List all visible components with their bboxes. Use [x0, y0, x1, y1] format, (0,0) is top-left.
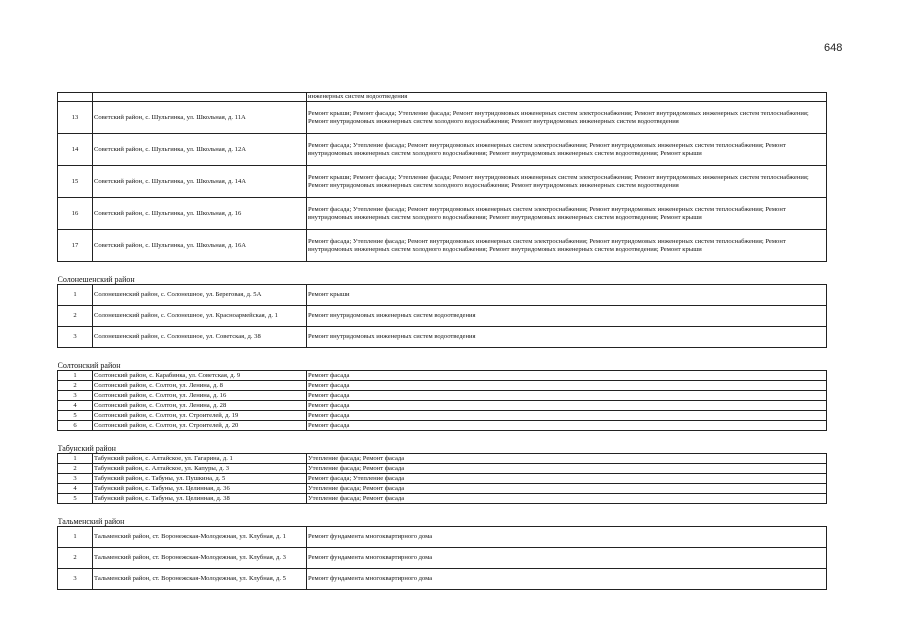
row-works: Ремонт фасада	[307, 391, 827, 401]
row-works: Ремонт фасада; Утепление фасада; Ремонт внутридомовых инженерных систем электроснабжения; Ремонт внутридомовых инженерных систем теплоснабжения; Ремонт внутридомовых инженерных систем холодного водоснабжения; Ремонт внутридомовых инженерных систем водоотведения; Ремонт крыши	[307, 134, 827, 166]
row-address: Солтонский район, с. Солтон, ул. Ленина, д. 28	[93, 401, 307, 411]
table-row	[58, 494, 827, 504]
row-works: Ремонт крыши; Ремонт фасада; Утепление фасада; Ремонт внутридомовых инженерных систем электроснабжения; Ремонт внутридомовых инженерных систем теплоснабжения; Ремонт внутридомовых инженерных систем холодного водоснабжения; Ремонт внутридомовых инженерных систем водоотведения	[307, 102, 827, 134]
page-number: 648	[824, 42, 843, 54]
document-body	[57, 92, 827, 590]
row-address: Советский район, с. Шульгинка, ул. Школьная, д. 14А	[93, 166, 307, 198]
row-address: Тальменский район, ст. Воронежская-Молодежная, ул. Клубная, д. 1	[93, 527, 307, 548]
table-row	[58, 134, 827, 166]
row-number: 3	[58, 569, 93, 590]
row-address: Солтонский район, с. Карабинка, ул. Советская, д. 9	[93, 371, 307, 381]
row-number: 1	[58, 454, 93, 464]
row-works: инженерных систем водоотведения	[307, 93, 827, 102]
row-address: Табунский район, с. Алтайское, ул. Гагарина, д. 1	[93, 454, 307, 464]
table-row	[58, 527, 827, 548]
row-works: Ремонт фасада; Утепление фасада; Ремонт внутридомовых инженерных систем электроснабжения; Ремонт внутридомовых инженерных систем теплоснабжения; Ремонт внутридомовых инженерных систем холодного водоснабжения; Ремонт внутридомовых инженерных систем водоотведения; Ремонт крыши	[307, 230, 827, 262]
row-works: Ремонт фундамента многоквартирного дома	[307, 527, 827, 548]
row-number: 2	[58, 548, 93, 569]
row-number: 3	[58, 391, 93, 401]
row-number: 3	[58, 474, 93, 484]
table-row	[58, 102, 827, 134]
row-address: Солтонский район, с. Солтон, ул. Ленина, д. 16	[93, 391, 307, 401]
row-number: 1	[58, 527, 93, 548]
table-row	[58, 371, 827, 381]
row-number: 17	[58, 230, 93, 262]
table-row	[58, 327, 827, 348]
row-works: Утепление фасада; Ремонт фасада	[307, 484, 827, 494]
row-number: 1	[58, 285, 93, 306]
table-row	[58, 484, 827, 494]
row-number: 4	[58, 401, 93, 411]
row-address: Советский район, с. Шульгинка, ул. Школьная, д. 16	[93, 198, 307, 230]
row-number	[58, 93, 93, 102]
row-works: Ремонт фасада; Утепление фасада	[307, 474, 827, 484]
table-row	[58, 230, 827, 262]
row-address: Табунский район, с. Алтайское, ул. Капуры, д. 3	[93, 464, 307, 474]
row-works: Ремонт фундамента многоквартирного дома	[307, 548, 827, 569]
district-heading	[58, 360, 827, 371]
row-address: Солонешенский район, с. Солонешное, ул. Красноармейская, д. 1	[93, 306, 307, 327]
row-address: Советский район, с. Шульгинка, ул. Школьная, д. 16А	[93, 230, 307, 262]
table-row	[58, 569, 827, 590]
row-number: 15	[58, 166, 93, 198]
district-title: Солтонский район	[57, 361, 121, 371]
row-address: Солтонский район, с. Солтон, ул. Строителей, д. 19	[93, 411, 307, 421]
row-address: Солтонский район, с. Солтон, ул. Строителей, д. 20	[93, 421, 307, 431]
row-works: Ремонт внутридомовых инженерных систем водоотведения	[307, 327, 827, 348]
row-address: Солонешенский район, с. Солонешное, ул. Советская, д. 38	[93, 327, 307, 348]
row-works: Ремонт фасада	[307, 381, 827, 391]
row-number: 1	[58, 371, 93, 381]
table-row	[58, 474, 827, 484]
row-works: Ремонт крыши	[307, 285, 827, 306]
row-address	[93, 93, 307, 102]
table-row	[58, 401, 827, 411]
row-works: Ремонт крыши; Ремонт фасада; Утепление фасада; Ремонт внутридомовых инженерных систем электроснабжения; Ремонт внутридомовых инженерных систем теплоснабжения; Ремонт внутридомовых инженерных систем холодного водоснабжения; Ремонт внутридомовых инженерных систем водоотведения	[307, 166, 827, 198]
table-row	[58, 381, 827, 391]
table-row	[58, 464, 827, 474]
row-address: Солтонский район, с. Солтон, ул. Ленина, д. 8	[93, 381, 307, 391]
table-row	[58, 391, 827, 401]
district-title: Солонешенский район	[57, 275, 135, 285]
district-heading	[58, 274, 827, 285]
row-number: 5	[58, 494, 93, 504]
district-heading	[58, 443, 827, 454]
row-address: Тальменский район, ст. Воронежская-Молодежная, ул. Клубная, д. 3	[93, 548, 307, 569]
row-address: Советский район, с. Шульгинка, ул. Школьная, д. 11А	[93, 102, 307, 134]
row-number: 4	[58, 484, 93, 494]
table-row	[58, 285, 827, 306]
table-row	[58, 548, 827, 569]
table-row	[58, 198, 827, 230]
row-number: 5	[58, 411, 93, 421]
row-number: 13	[58, 102, 93, 134]
repair-table	[57, 92, 827, 590]
row-address: Табунский район, с. Табуны, ул. Целинная, д. 36	[93, 484, 307, 494]
row-works: Ремонт фасада; Утепление фасада; Ремонт внутридомовых инженерных систем электроснабжения; Ремонт внутридомовых инженерных систем теплоснабжения; Ремонт внутридомовых инженерных систем холодного водоснабжения; Ремонт внутридомовых инженерных систем водоотведения; Ремонт крыши	[307, 198, 827, 230]
table-row	[58, 411, 827, 421]
row-number: 16	[58, 198, 93, 230]
district-title: Табунский район	[57, 444, 116, 454]
row-works: Утепление фасада; Ремонт фасада	[307, 454, 827, 464]
row-number: 2	[58, 381, 93, 391]
table-row	[58, 454, 827, 464]
district-heading	[58, 516, 827, 527]
table-row	[58, 93, 827, 102]
row-number: 14	[58, 134, 93, 166]
row-works: Утепление фасада; Ремонт фасада	[307, 494, 827, 504]
row-number: 2	[58, 464, 93, 474]
row-number: 2	[58, 306, 93, 327]
row-works: Ремонт внутридомовых инженерных систем водоотведения	[307, 306, 827, 327]
table-row	[58, 421, 827, 431]
row-address: Табунский район, с. Табуны, ул. Целинная, д. 38	[93, 494, 307, 504]
district-title: Тальменский район	[57, 517, 125, 527]
row-number: 6	[58, 421, 93, 431]
table-row	[58, 306, 827, 327]
row-works: Ремонт фундамента многоквартирного дома	[307, 569, 827, 590]
row-works: Утепление фасада; Ремонт фасада	[307, 464, 827, 474]
row-works: Ремонт фасада	[307, 411, 827, 421]
row-address: Табунский район, с. Табуны, ул. Пушкина, д. 5	[93, 474, 307, 484]
row-number: 3	[58, 327, 93, 348]
row-address: Солонешенский район, с. Солонешное, ул. Береговая, д. 5А	[93, 285, 307, 306]
row-address: Советский район, с. Шульгинка, ул. Школьная, д. 12А	[93, 134, 307, 166]
table-row	[58, 166, 827, 198]
row-address: Тальменский район, ст. Воронежская-Молодежная, ул. Клубная, д. 5	[93, 569, 307, 590]
row-works: Ремонт фасада	[307, 371, 827, 381]
row-works: Ремонт фасада	[307, 421, 827, 431]
row-works: Ремонт фасада	[307, 401, 827, 411]
